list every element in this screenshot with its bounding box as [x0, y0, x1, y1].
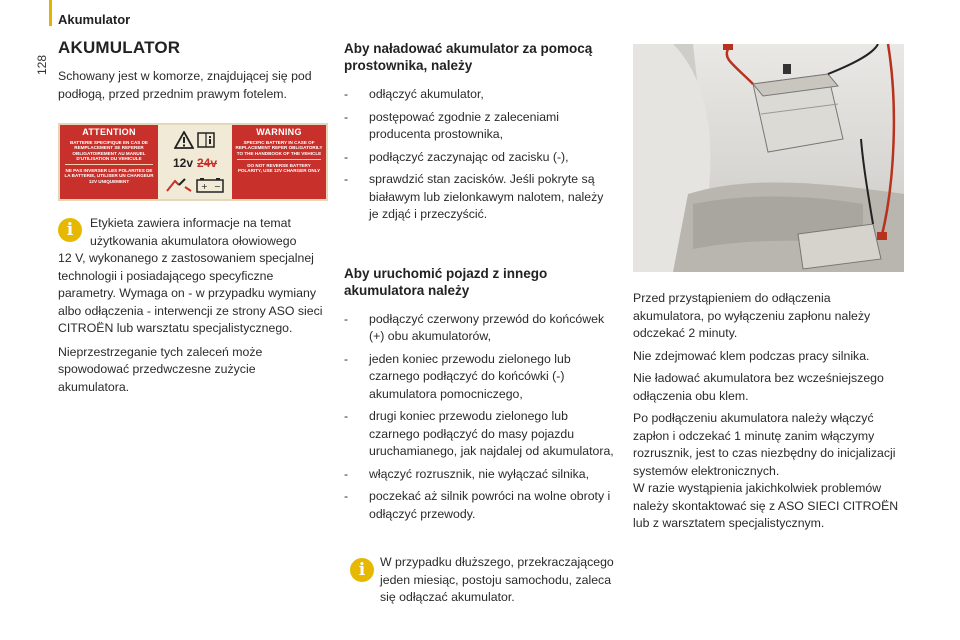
charge-steps-list — [344, 86, 614, 224]
battery-warning-label — [58, 123, 328, 201]
voltage-12v: 12v — [172, 155, 193, 170]
label-french-line-1: BATTERIE SPECIFIQUE EN CAS DE REMPLACEMENT SE REFERER OBLIGATOIREMENT AU MANUEL D'UTILISATION DU VEHICULE — [69, 140, 149, 161]
right-paragraph: Nie ładować akumulatora bez wcześniejszego odłączenia obu klem. — [633, 371, 884, 403]
list-item: - podłączyć czerwony przewód do końcówek (+) obu akumulatorów, — [344, 311, 614, 346]
jump-start-steps-list — [344, 311, 614, 524]
right-paragraph: W razie wystąpienia jakichkolwiek problemów należy skontaktować się z ASO SIECI CITROËN lub z warsztatem specjalistycznym. — [633, 481, 899, 530]
list-item: - jeden koniec przewodu zielonego lub czarnego podłączyć do końcówki (-) akumulatora pomocniczego, — [344, 351, 614, 404]
intro-paragraph: Schowany jest w komorze, znajdującej się pod podłogą, przed przednim prawym fotelem. — [58, 69, 312, 101]
storage-note-text: W przypadku dłuższego, przekraczającego jeden miesiąc, postoju samochodu, zaleca się odłączać akumulator. — [380, 555, 614, 604]
right-paragraph: Po podłączeniu akumulatora należy włączyć zapłon i odczekać 1 minutę zanim włączymy rozrusznik, jest to czas niezbędny do inicjalizacji systemów elektronicznych. — [633, 411, 896, 478]
label-warning-heading: WARNING — [256, 127, 302, 137]
label-french-panel — [60, 125, 158, 199]
label-english-panel — [232, 125, 326, 199]
list-item: - poczekać aż silnik powróci na wolne obroty i odłączyć przewody. — [344, 488, 614, 523]
section-header: Akumulator — [58, 12, 131, 27]
info-note — [58, 215, 328, 250]
right-paragraph: Nie zdejmować klem podczas pracy silnika. — [633, 348, 870, 363]
book-icon — [196, 131, 216, 149]
voltage-24v-crossed: 24v — [197, 155, 218, 170]
left-column — [58, 38, 328, 396]
battery-location-photo — [633, 44, 904, 272]
list-item: - drugi koniec przewodu zielonego lub czarnego podłączyć do masy pojazdu uruchamianego, jak najdalej od akumulatora, — [344, 408, 614, 461]
middle-column — [344, 40, 614, 607]
list-item: - włączyć rozrusznik, nie wyłączać silnika, — [344, 466, 614, 484]
jumper-clamp-icon — [165, 177, 193, 193]
label-english-line-2: DO NOT REVERSE BATTERY POLARITY, USE 12V CHARGER ONLY — [237, 162, 321, 174]
right-paragraph: Przed przystąpieniem do odłączenia akumulatora, po wyłączeniu zapłonu należy odczekać 2 minuty. — [633, 291, 871, 340]
charge-heading: Aby naładować akumulator za pomocą prostownika, należy — [344, 41, 593, 73]
list-item: - podłączyć zaczynając od zacisku (-), — [344, 149, 614, 167]
list-item: - sprawdzić stan zacisków. Jeśli pokryte są białawym lub zielonkawym nalotem, należy je zdjąć i przeczyścić. — [344, 171, 614, 224]
info-icon: i — [58, 218, 82, 242]
info-icon: i — [350, 558, 374, 582]
right-column — [633, 44, 904, 538]
voltage-row — [173, 156, 217, 170]
info-note-continuation: 12 V, wykonanego z zastosowaniem specjalnej technologii i posiadającego specyficzne parametry. Wymaga on - w przypadku wymiany albo odłączenia - interwencji ze strony ASO sieci CITROËN lub warsztatu specjalistycznego. — [58, 251, 323, 335]
storage-info-note — [344, 554, 614, 607]
warning-triangle-icon — [174, 131, 194, 149]
list-item: - odłączyć akumulator, — [344, 86, 614, 104]
label-icon-panel — [158, 125, 232, 199]
svg-text:−: − — [214, 182, 221, 192]
label-french-line-2: NE PAS INVERSER LES POLARITES DE LA BATTERIE, UTILISER UN CHARGEUR 12V UNIQUEMENT — [64, 168, 154, 184]
battery-icon — [195, 177, 225, 193]
battery-under-seat-illustration — [633, 44, 904, 272]
label-divider — [237, 159, 322, 160]
warning-paragraph: Nieprzestrzeganie tych zaleceń może spowodować przedwczesne zużycie akumulatora. — [58, 344, 263, 394]
label-english-line-1: SPECIFIC BATTERY IN CASE OF REPLACEMENT REFER OBLIGATORILY TO THE HANDBOOK OF THE VEHICLE — [235, 140, 323, 156]
page-title: AKUMULATOR — [58, 38, 181, 57]
list-item: - postępować zgodnie z zaleceniami producenta prostownika, — [344, 109, 614, 144]
svg-text:+: + — [201, 182, 208, 192]
info-note-start: Etykieta zawiera informacje na temat użytkowania akumulatora ołowiowego — [90, 216, 297, 248]
label-divider — [65, 164, 153, 165]
label-attention-heading: ATTENTION — [82, 127, 136, 137]
side-accent-bar — [49, 0, 52, 26]
page-number: 128 — [35, 54, 49, 76]
jump-start-heading: Aby uruchomić pojazd z innego akumulatora należy — [344, 265, 548, 298]
